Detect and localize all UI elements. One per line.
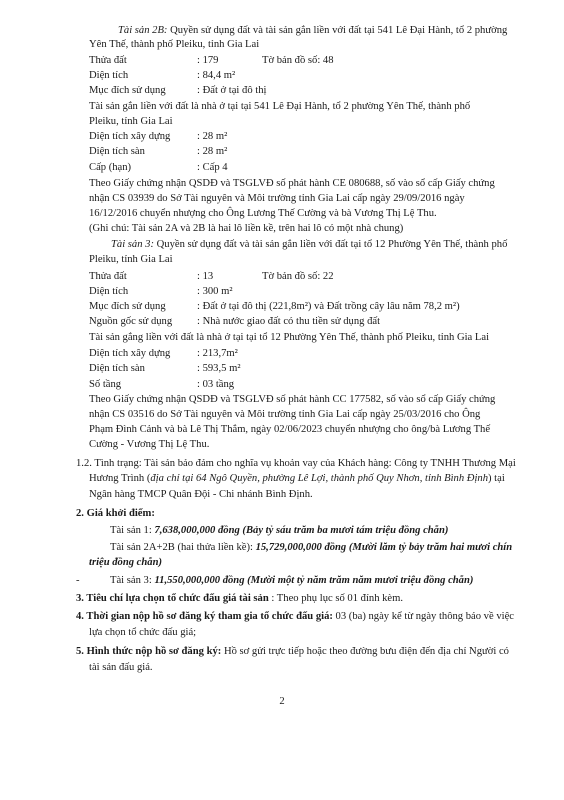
asset3-price-label: Tài sản 3: xyxy=(110,575,155,586)
asset3-area-value: : 300 m² xyxy=(197,286,233,297)
asset2b-cert-line2: nhận CS 03939 do Sở Tài nguyên và Môi trường tỉnh Gia Lai cấp ngày 29/09/2016 ngày xyxy=(89,193,465,204)
status-address: địa chỉ tại 64 Ngô Quyền, phường Lê Lợi, thành phố Quy Nhơn, tỉnh Bình Định xyxy=(150,473,488,484)
section4-line2: lựa chọn tổ chức đấu giá; xyxy=(89,627,197,638)
asset3-house-line: Tài sản gắng liền với đất là nhà ở tại tại tổ 12 Phường Yên Thế, thành phố Pleiku, tỉnh Gia Lai xyxy=(89,332,490,343)
asset3-area-row xyxy=(89,285,233,298)
section3-rest: : Theo phụ lục số 01 đính kèm. xyxy=(268,593,404,604)
asset2b-build-area-value: : 28 m² xyxy=(197,131,228,142)
asset3-cert-line2: nhận CS 03516 do Sở Tài nguyên và Môi trường tỉnh Gia Lai cấp ngày 25/03/2016 cho Ông xyxy=(89,409,481,420)
asset2b-heading xyxy=(118,24,507,37)
asset2b-purpose-value: : Đất ở tại đô thị xyxy=(197,85,267,96)
asset3-cert-line3: Phạm Đình Cảnh và bà Lê Thị Thắm, ngày 02/06/2023 chuyển nhượng cho ông/bà Lương Thế xyxy=(89,424,491,435)
asset2b-cert-line1: Theo Giấy chứng nhận QSDĐ và TSGLVĐ số phát hành CE 080688, số vào sổ cấp Giấy chứng xyxy=(89,178,495,189)
asset3-floors-row xyxy=(89,378,234,391)
section4-rest: 03 (ba) ngày kể từ ngày thông báo về việc xyxy=(332,611,514,622)
asset3-map-label: Tờ bản đồ số: 22 xyxy=(262,271,334,282)
asset2b-map-label: Tờ bản đồ số: 48 xyxy=(262,55,334,66)
section5 xyxy=(76,645,509,658)
start-price-asset1 xyxy=(110,524,448,537)
asset2b-note: (Ghi chú: Tài sản 2A và 2B là hai lô liền kề, trên hai lô có một nhà chung) xyxy=(89,223,404,234)
section2-heading: 2. Giá khởi điểm: xyxy=(76,508,155,519)
status-line2 xyxy=(89,472,505,485)
page-number: 2 xyxy=(279,696,285,707)
status-tail: ) tại xyxy=(488,473,505,484)
asset3-floor-area-label: Diện tích sàn xyxy=(89,363,145,374)
asset2-price-value: 15,729,000,000 đồng (Mười lăm tỷ bảy trăm hai mươi chín xyxy=(255,542,513,553)
asset3-build-area-value: : 213,7m² xyxy=(197,348,238,359)
asset2b-house-line2: Pleiku, tỉnh Gia Lai xyxy=(89,116,173,127)
asset1-price-value: 7,638,000,000 đồng (Bảy tỷ sáu trăm ba mươi tám triệu đồng chẵn) xyxy=(154,525,449,536)
asset3-purpose-label: Mục đích sử dụng xyxy=(89,301,166,312)
asset2b-purpose-label: Mục đích sử dụng xyxy=(89,85,166,96)
asset2b-area-row xyxy=(89,69,235,82)
asset2b-area-label: Diện tích xyxy=(89,70,129,81)
asset3-area-label: Diện tích xyxy=(89,286,129,297)
asset2-price-label: Tài sản 2A+2B (hai thửa liền kề): xyxy=(110,542,256,553)
asset2b-cert-line3: 16/12/2016 chuyển nhượng cho Ông Lương Thế Cường và bà Vương Thị Lệ Thu. xyxy=(89,208,437,219)
asset3-cert-line4: Cường - Vương Thị Lệ Thu. xyxy=(89,439,210,450)
asset2b-floor-area-row xyxy=(89,145,227,158)
section4 xyxy=(76,610,514,623)
asset2b-title: Tài sản 2B: xyxy=(118,25,168,36)
asset2b-grade-row xyxy=(89,161,228,174)
section3-heading: 3. Tiêu chí lựa chọn tổ chức đấu giá tài sản xyxy=(76,593,269,604)
asset2b-grade-label: Cấp (hạn) xyxy=(89,162,132,173)
status-line1: 1.2. Tình trạng: Tài sản bảo đảm cho nghĩa vụ khoản vay của Khách hàng: Công ty TNHH Thương Mại xyxy=(76,458,516,469)
asset3-build-area-label: Diện tích xây dựng xyxy=(89,348,171,359)
asset3-origin-row xyxy=(89,315,380,328)
asset2b-parcel-row xyxy=(89,54,334,67)
asset3-floors-label: Số tầng xyxy=(89,379,122,390)
start-price-asset3 xyxy=(76,574,473,587)
asset2b-grade-value: : Cấp 4 xyxy=(197,162,228,173)
asset2b-build-area-label: Diện tích xây dựng xyxy=(89,131,171,142)
asset3-price-bullet: - xyxy=(76,575,80,586)
asset3-purpose-value: : Đất ở tại đô thị (221,8m²) và Đất trồng cây lâu năm 78,2 m²) xyxy=(197,301,460,312)
asset2b-area-value: : 84,4 m² xyxy=(197,70,236,81)
section5-heading: 5. Hình thức nộp hồ sơ đăng ký: xyxy=(76,646,222,657)
asset3-cert-line1: Theo Giấy chứng nhận QSDĐ và TSGLVĐ số phát hành CC 177582, số vào sổ cấp Giấy chứng xyxy=(89,394,496,405)
asset2b-title-rest: Quyền sử dụng đất và tài sản gắn liền với đất tại 541 Lê Đại Hành, tổ 2 phường xyxy=(167,25,508,36)
asset2b-parcel-value: : 179 xyxy=(197,55,219,66)
asset3-origin-label: Nguồn gốc sử dụng xyxy=(89,316,173,327)
asset3-heading xyxy=(111,238,507,251)
section5-rest: Hồ sơ gửi trực tiếp hoặc theo đường bưu điện đến địa chỉ Người có xyxy=(221,646,509,657)
asset2b-build-area-row xyxy=(89,130,227,143)
asset3-floor-area-row xyxy=(89,362,241,375)
asset2b-purpose-row xyxy=(89,84,266,97)
asset3-build-area-row xyxy=(89,347,238,360)
section5-line2: tài sản đấu giá. xyxy=(89,662,153,673)
asset2-price-value-cont: triệu đồng chẵn) xyxy=(89,557,162,568)
asset2b-parcel-label: Thửa đất xyxy=(89,55,127,66)
asset3-location: Pleiku, tỉnh Gia Lai xyxy=(89,254,173,265)
asset2b-floor-area-value: : 28 m² xyxy=(197,146,228,157)
asset3-price-value: 11,550,000,000 đồng (Mười một tỷ năm trăm năm mươi triệu đồng chẵn) xyxy=(154,575,474,586)
start-price-asset2 xyxy=(110,541,512,554)
asset3-purpose-row xyxy=(89,300,460,313)
asset3-origin-value: : Nhà nước giao đất có thu tiền sử dụng đất xyxy=(197,316,381,327)
asset3-title-rest: Quyền sử dụng đất và tài sản gắn liền với đất tại tổ 12 Phường Yên Thế, thành phố xyxy=(153,239,508,250)
asset3-parcel-row xyxy=(89,270,334,283)
asset3-floor-area-value: : 593,5 m² xyxy=(197,363,241,374)
section3 xyxy=(76,592,403,605)
asset2b-location: Yên Thế, thành phố Pleiku, tỉnh Gia Lai xyxy=(89,39,260,50)
status-company: Hương Trình ( xyxy=(89,473,151,484)
asset1-price-label: Tài sản 1: xyxy=(110,525,155,536)
section4-heading: 4. Thời gian nộp hồ sơ đăng ký tham gia tổ chức đấu giá: xyxy=(76,611,333,622)
asset3-parcel-label: Thửa đất xyxy=(89,271,127,282)
asset3-floors-value: : 03 tầng xyxy=(197,379,235,390)
asset2b-floor-area-label: Diện tích sàn xyxy=(89,146,145,157)
asset3-title: Tài sản 3: xyxy=(111,239,154,250)
status-line3: Ngân hàng TMCP Quân Đội - Chi nhánh Bình Định. xyxy=(89,489,313,500)
asset3-parcel-value: : 13 xyxy=(197,271,214,282)
asset2b-house-line1: Tài sản gắn liền với đất là nhà ở tại tại 541 Lê Đại Hành, tổ 2 phường Yên Thế, thành phố xyxy=(89,101,471,112)
